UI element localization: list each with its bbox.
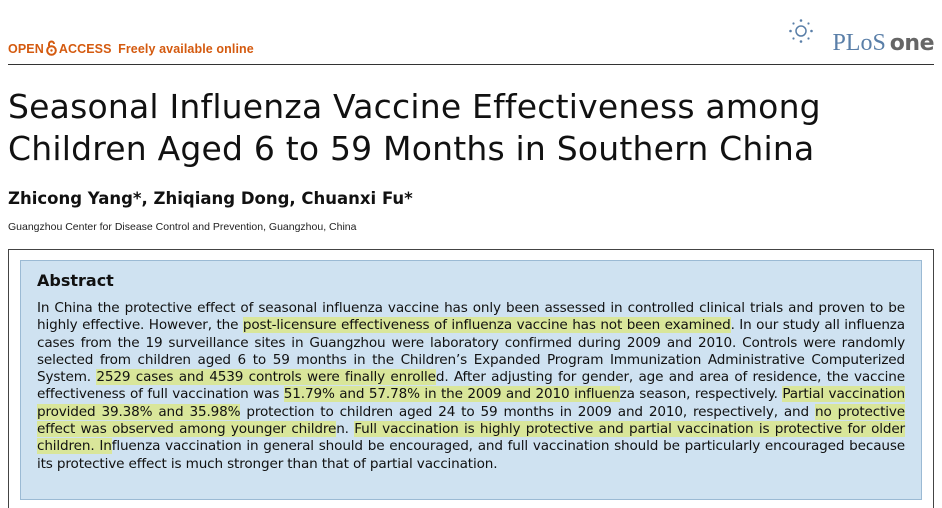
title-line-1: Seasonal Influenza Vaccine Effectiveness among: [8, 87, 821, 126]
highlighted-text: Full vaccination is highly protective and partial vaccination is protective for older children. In: [37, 421, 905, 455]
highlighted-text: 2529 cases and 4539 controls were finally enrolle: [96, 369, 436, 386]
abstract-segment: In China the protective effect of seasonal influenza vaccine has only been assessed in controlled clinical trials and proven to be highly effective. However, the: [37, 300, 905, 334]
access-label: ACCESS: [58, 42, 112, 56]
title-line-2: Children Aged 6 to 59 Months in Southern China: [8, 129, 815, 168]
abstract-segment: . In our study all influenza cases from the 19 surveillance sites in Guangzhou were laboratory confirmed during 2009 and 2010. Controls were randomly selected from children aged 6 to 59 months in the Children’s Expanded Program Immunization Administrative Computerized System.: [37, 317, 905, 386]
journal-logo: [774, 18, 934, 58]
authors: Zhicong Yang*, Zhiqiang Dong, Chuanxi Fu*: [8, 189, 413, 208]
freely-available-label: Freely available online: [118, 42, 254, 56]
open-access-badge: [8, 40, 254, 59]
abstract-segment: za season, respectively.: [619, 386, 783, 403]
abstract-heading: Abstract: [37, 271, 114, 290]
highlighted-text: no protective effect was observed among younger childre: [37, 403, 906, 438]
journal-header: [8, 30, 934, 65]
one-label: one: [889, 31, 934, 56]
abstract-segment: protection to children aged 24 to 59 months in 2009 and 2010, respectively, and: [240, 403, 815, 420]
abstract-segment: d. After adjusting for gender, age and area of residence, the vaccine effectiveness of full vaccination was: [37, 369, 905, 403]
abstract-segment: fluenza vaccination in general should be encouraged, and full vaccination should be particularly encouraged because its protective effect is much stronger than that of partial vaccination.: [37, 438, 905, 472]
plos-burst-icon: [788, 18, 814, 49]
highlighted-text: Partial vaccination provided 39.38% and 35.98%: [37, 386, 905, 420]
open-lock-icon: [46, 40, 57, 59]
affiliation: Guangzhou Center for Disease Control and Prevention, Guangzhou, China: [8, 221, 357, 233]
highlighted-text: 51.79% and 57.78% in the 2009 and 2010 influen: [283, 386, 620, 403]
highlighted-text: post-licensure effectiveness of influenza vaccine has not been examined: [242, 317, 731, 334]
journal-name: [832, 30, 934, 57]
abstract-segment: n.: [336, 421, 355, 438]
plos-label: PLoS: [832, 30, 886, 56]
open-label: OPEN: [8, 42, 44, 56]
article-title: [8, 86, 934, 170]
abstract-text: [37, 300, 905, 473]
